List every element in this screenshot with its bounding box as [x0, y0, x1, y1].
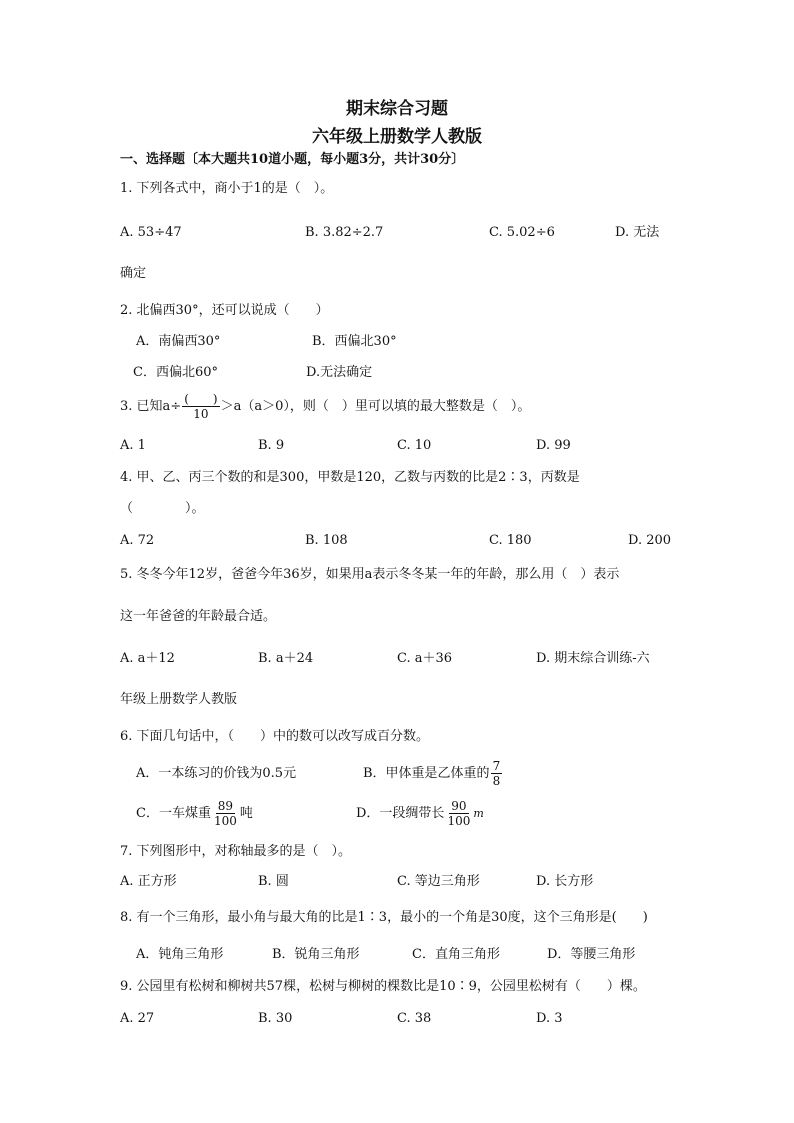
question-5-option-a: A. a＋12 — [120, 651, 175, 666]
question-4-option-c: C. 180 — [489, 533, 532, 548]
question-3-option-a: A. 1 — [120, 438, 146, 453]
question-3-stem — [120, 392, 530, 422]
question-8-option-a: A．钝角三角形 — [136, 947, 224, 962]
question-6-option-d-fraction — [445, 799, 472, 828]
question-1-option-b: B. 3.82÷2.7 — [305, 225, 384, 240]
question-6-option-c-label: C．一车煤重 — [136, 806, 211, 821]
question-7-option-b: B. 圆 — [258, 874, 289, 889]
question-6-option-b — [363, 759, 503, 789]
question-2-option-b: B．西偏北30° — [312, 334, 397, 349]
question-4-stem: 4. 甲、乙、丙三个数的和是300，甲数是120，乙数与丙数的比是2∶3，丙数是 — [120, 470, 580, 485]
question-4-option-d: D. 200 — [628, 533, 672, 548]
question-6-option-d — [356, 799, 484, 829]
question-7-option-a: A. 正方形 — [120, 874, 177, 889]
fraction-numerator: 90 — [451, 799, 467, 813]
question-3-option-b: B. 9 — [258, 438, 285, 453]
question-5-option-d-continued: 年级上册数学人教版 — [120, 692, 238, 707]
question-8-option-d: D．等腰三角形 — [547, 947, 636, 962]
question-6-option-b-fraction — [491, 759, 503, 788]
question-3-stem-suffix: ＞a（a＞0），则（ ）里可以填的最大整数是（ ）。 — [220, 399, 531, 414]
question-9-option-b: B. 30 — [258, 1011, 293, 1026]
fraction-numerator: 7 — [492, 759, 501, 773]
question-8-option-c: C．直角三角形 — [412, 947, 500, 962]
question-6-option-d-label: D．一段绸带长 — [356, 806, 445, 821]
question-1-option-c: C. 5.02÷6 — [489, 225, 555, 240]
question-3-fraction — [182, 392, 219, 421]
question-5-option-b: B. a＋24 — [258, 651, 314, 666]
question-8-stem: 8. 有一个三角形，最小角与最大角的比是1∶3，最小的一个角是30度，这个三角形是( ) — [120, 910, 648, 925]
question-5-option-c: C. a＋36 — [397, 651, 453, 666]
question-7-stem: 7. 下列图形中，对称轴最多的是（ ）。 — [120, 844, 352, 859]
question-2-option-a: A．南偏西30° — [136, 334, 221, 349]
fraction-denominator: 10 — [193, 407, 209, 421]
question-9-option-c: C. 38 — [397, 1011, 432, 1026]
question-3-option-c: C. 10 — [397, 438, 432, 453]
question-2-stem: 2. 北偏西30°，还可以说成（ ） — [120, 303, 329, 318]
question-6-option-c-fraction — [212, 799, 239, 828]
question-5-stem: 5. 冬冬今年12岁，爸爸今年36岁，如果用a表示冬冬某一年的年龄，那么用（ ）表示 — [120, 567, 620, 582]
question-6-stem: 6. 下面几句话中，（ ）中的数可以改写成百分数。 — [120, 729, 430, 744]
section-heading: 一、选择题〔本大题共10道小题，每小题3分，共计30分〕 — [120, 152, 465, 167]
question-1-option-d-continued: 确定 — [120, 266, 147, 281]
question-9-option-d: D. 3 — [536, 1011, 563, 1026]
fraction-denominator: 100 — [213, 814, 237, 828]
question-1-stem: 1. 下列各式中，商小于1的是（ ）。 — [120, 181, 334, 196]
fraction-numerator: ( ) — [184, 392, 218, 406]
question-6-option-c-unit: 吨 — [239, 806, 253, 821]
question-1-option-a: A. 53÷47 — [120, 225, 182, 240]
question-9-stem: 9. 公园里有松树和柳树共57棵，松树与柳树的棵数比是10∶9，公园里松树有（ ）棵。 — [120, 979, 646, 994]
question-3-stem-prefix: 3. 已知a÷ — [120, 399, 182, 414]
question-8-option-b: B．锐角三角形 — [272, 947, 360, 962]
question-6-option-d-unit: m — [473, 807, 484, 820]
fraction-denominator: 100 — [447, 814, 471, 828]
fraction-denominator: 8 — [492, 774, 501, 788]
fraction-numerator: 89 — [217, 799, 234, 813]
question-4-stem-continued: （ ）。 — [120, 501, 205, 516]
question-4-option-b: B. 108 — [305, 533, 348, 548]
question-6-option-a: A．一本练习的价钱为0.5元 — [136, 766, 297, 781]
document-subtitle: 六年级上册数学人教版 — [312, 127, 482, 147]
question-5-option-d: D. 期末综合训练-六 — [536, 651, 650, 666]
question-1-option-d: D. 无法 — [615, 225, 660, 240]
question-7-option-c: C. 等边三角形 — [397, 874, 480, 889]
question-6-option-c — [136, 799, 253, 829]
question-2-option-c: C．西偏北60° — [133, 365, 218, 380]
question-7-option-d: D. 长方形 — [536, 874, 594, 889]
document-title: 期末综合习题 — [346, 99, 448, 119]
question-4-option-a: A. 72 — [120, 533, 155, 548]
question-2-option-d: D.无法确定 — [306, 365, 373, 380]
question-6-option-b-label: B．甲体重是乙体重的 — [363, 766, 490, 781]
question-3-option-d: D. 99 — [536, 438, 571, 453]
question-5-stem-continued: 这一年爸爸的年龄最合适。 — [120, 609, 277, 624]
question-9-option-a: A. 27 — [120, 1011, 155, 1026]
